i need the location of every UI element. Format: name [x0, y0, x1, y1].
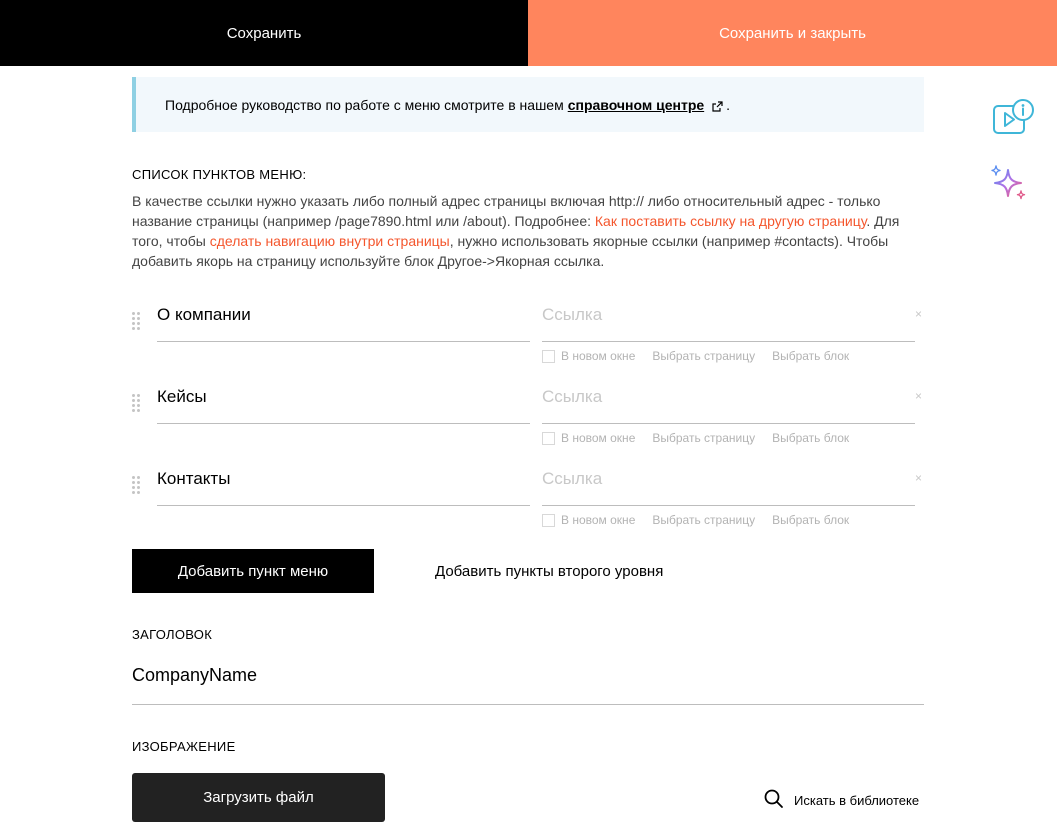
menu-items-title: СПИСОК ПУНКТОВ МЕНЮ:	[132, 167, 307, 182]
new-window-label[interactable]: В новом окне	[561, 349, 636, 363]
sparkle-ai-icon[interactable]	[988, 164, 1028, 209]
menu-item-name-input[interactable]: Кейсы	[157, 386, 530, 424]
new-window-checkbox[interactable]	[542, 350, 555, 363]
top-toolbar	[0, 0, 1057, 66]
add-menu-item-button[interactable]: Добавить пункт меню	[132, 549, 374, 593]
choose-page-link[interactable]: Выбрать страницу	[652, 513, 756, 527]
menu-item-link-input[interactable]: Ссылка	[542, 386, 915, 424]
settings-content	[132, 77, 924, 808]
video-info-icon[interactable]	[988, 98, 1034, 145]
desc-text-1: В качестве ссылки нужно указать либо полный адрес страницы включая http:// либо относительный адрес - только название страницы (например /page7890.html или /about). Подробнее:	[132, 193, 881, 229]
new-window-checkbox[interactable]	[542, 432, 555, 445]
upload-file-button[interactable]: Загрузить файл	[132, 773, 385, 822]
menu-item-link-input[interactable]: Ссылка	[542, 468, 915, 506]
header-title: ЗАГОЛОВОК	[132, 627, 213, 642]
desc-text-3: , нужно использовать якорные ссылки (например #contacts). Чтобы добавить якорь на страницу используйте блок Другое->Якорная ссылка.	[132, 233, 889, 269]
add-second-level-button[interactable]: Добавить пункты второго уровня	[435, 563, 664, 580]
new-window-label[interactable]: В новом окне	[561, 513, 636, 527]
clear-link-icon[interactable]: ×	[915, 471, 923, 485]
drag-handle-icon[interactable]	[132, 476, 142, 494]
help-center-link[interactable]: справочном центре	[567, 96, 705, 113]
choose-page-link[interactable]: Выбрать страницу	[652, 431, 756, 445]
menu-item-options	[542, 431, 849, 445]
new-window-label[interactable]: В новом окне	[561, 431, 636, 445]
save-and-close-button[interactable]: Сохранить и закрыть	[528, 0, 1057, 66]
menu-description	[132, 191, 927, 271]
desc-text-2: . Для того, чтобы	[132, 213, 900, 249]
help-banner-text: Подробное руководство по работе с меню смотрите в нашем	[165, 96, 564, 113]
external-link-icon	[712, 99, 723, 110]
menu-item-name-input[interactable]: Контакты	[157, 468, 530, 506]
menu-item-options	[542, 349, 849, 363]
link-guide[interactable]: Как поставить ссылку на другую страницу	[594, 213, 867, 229]
drag-handle-icon[interactable]	[132, 312, 142, 330]
search-library-label: Искать в библиотеке	[794, 793, 920, 808]
clear-link-icon[interactable]: ×	[915, 389, 923, 403]
menu-item-row	[132, 386, 924, 468]
header-input[interactable]: CompanyName	[132, 659, 924, 705]
menu-item-row	[132, 304, 924, 386]
help-banner	[132, 77, 924, 132]
help-banner-suffix: .	[726, 96, 731, 113]
drag-handle-icon[interactable]	[132, 394, 142, 412]
clear-link-icon[interactable]: ×	[915, 307, 923, 321]
choose-block-link[interactable]: Выбрать блок	[772, 513, 850, 527]
search-library-button[interactable]	[764, 789, 919, 812]
image-title: ИЗОБРАЖЕНИЕ	[132, 739, 236, 754]
choose-page-link[interactable]: Выбрать страницу	[652, 349, 756, 363]
new-window-checkbox[interactable]	[542, 514, 555, 527]
menu-item-row	[132, 468, 924, 550]
menu-item-link-input[interactable]: Ссылка	[542, 304, 915, 342]
choose-block-link[interactable]: Выбрать блок	[772, 431, 850, 445]
search-icon	[764, 789, 794, 812]
choose-block-link[interactable]: Выбрать блок	[772, 349, 850, 363]
menu-item-options	[542, 513, 849, 527]
menu-item-name-input[interactable]: О компании	[157, 304, 530, 342]
anchor-nav-link[interactable]: сделать навигацию внутри страницы	[209, 233, 450, 249]
save-button[interactable]: Сохранить	[0, 0, 528, 66]
